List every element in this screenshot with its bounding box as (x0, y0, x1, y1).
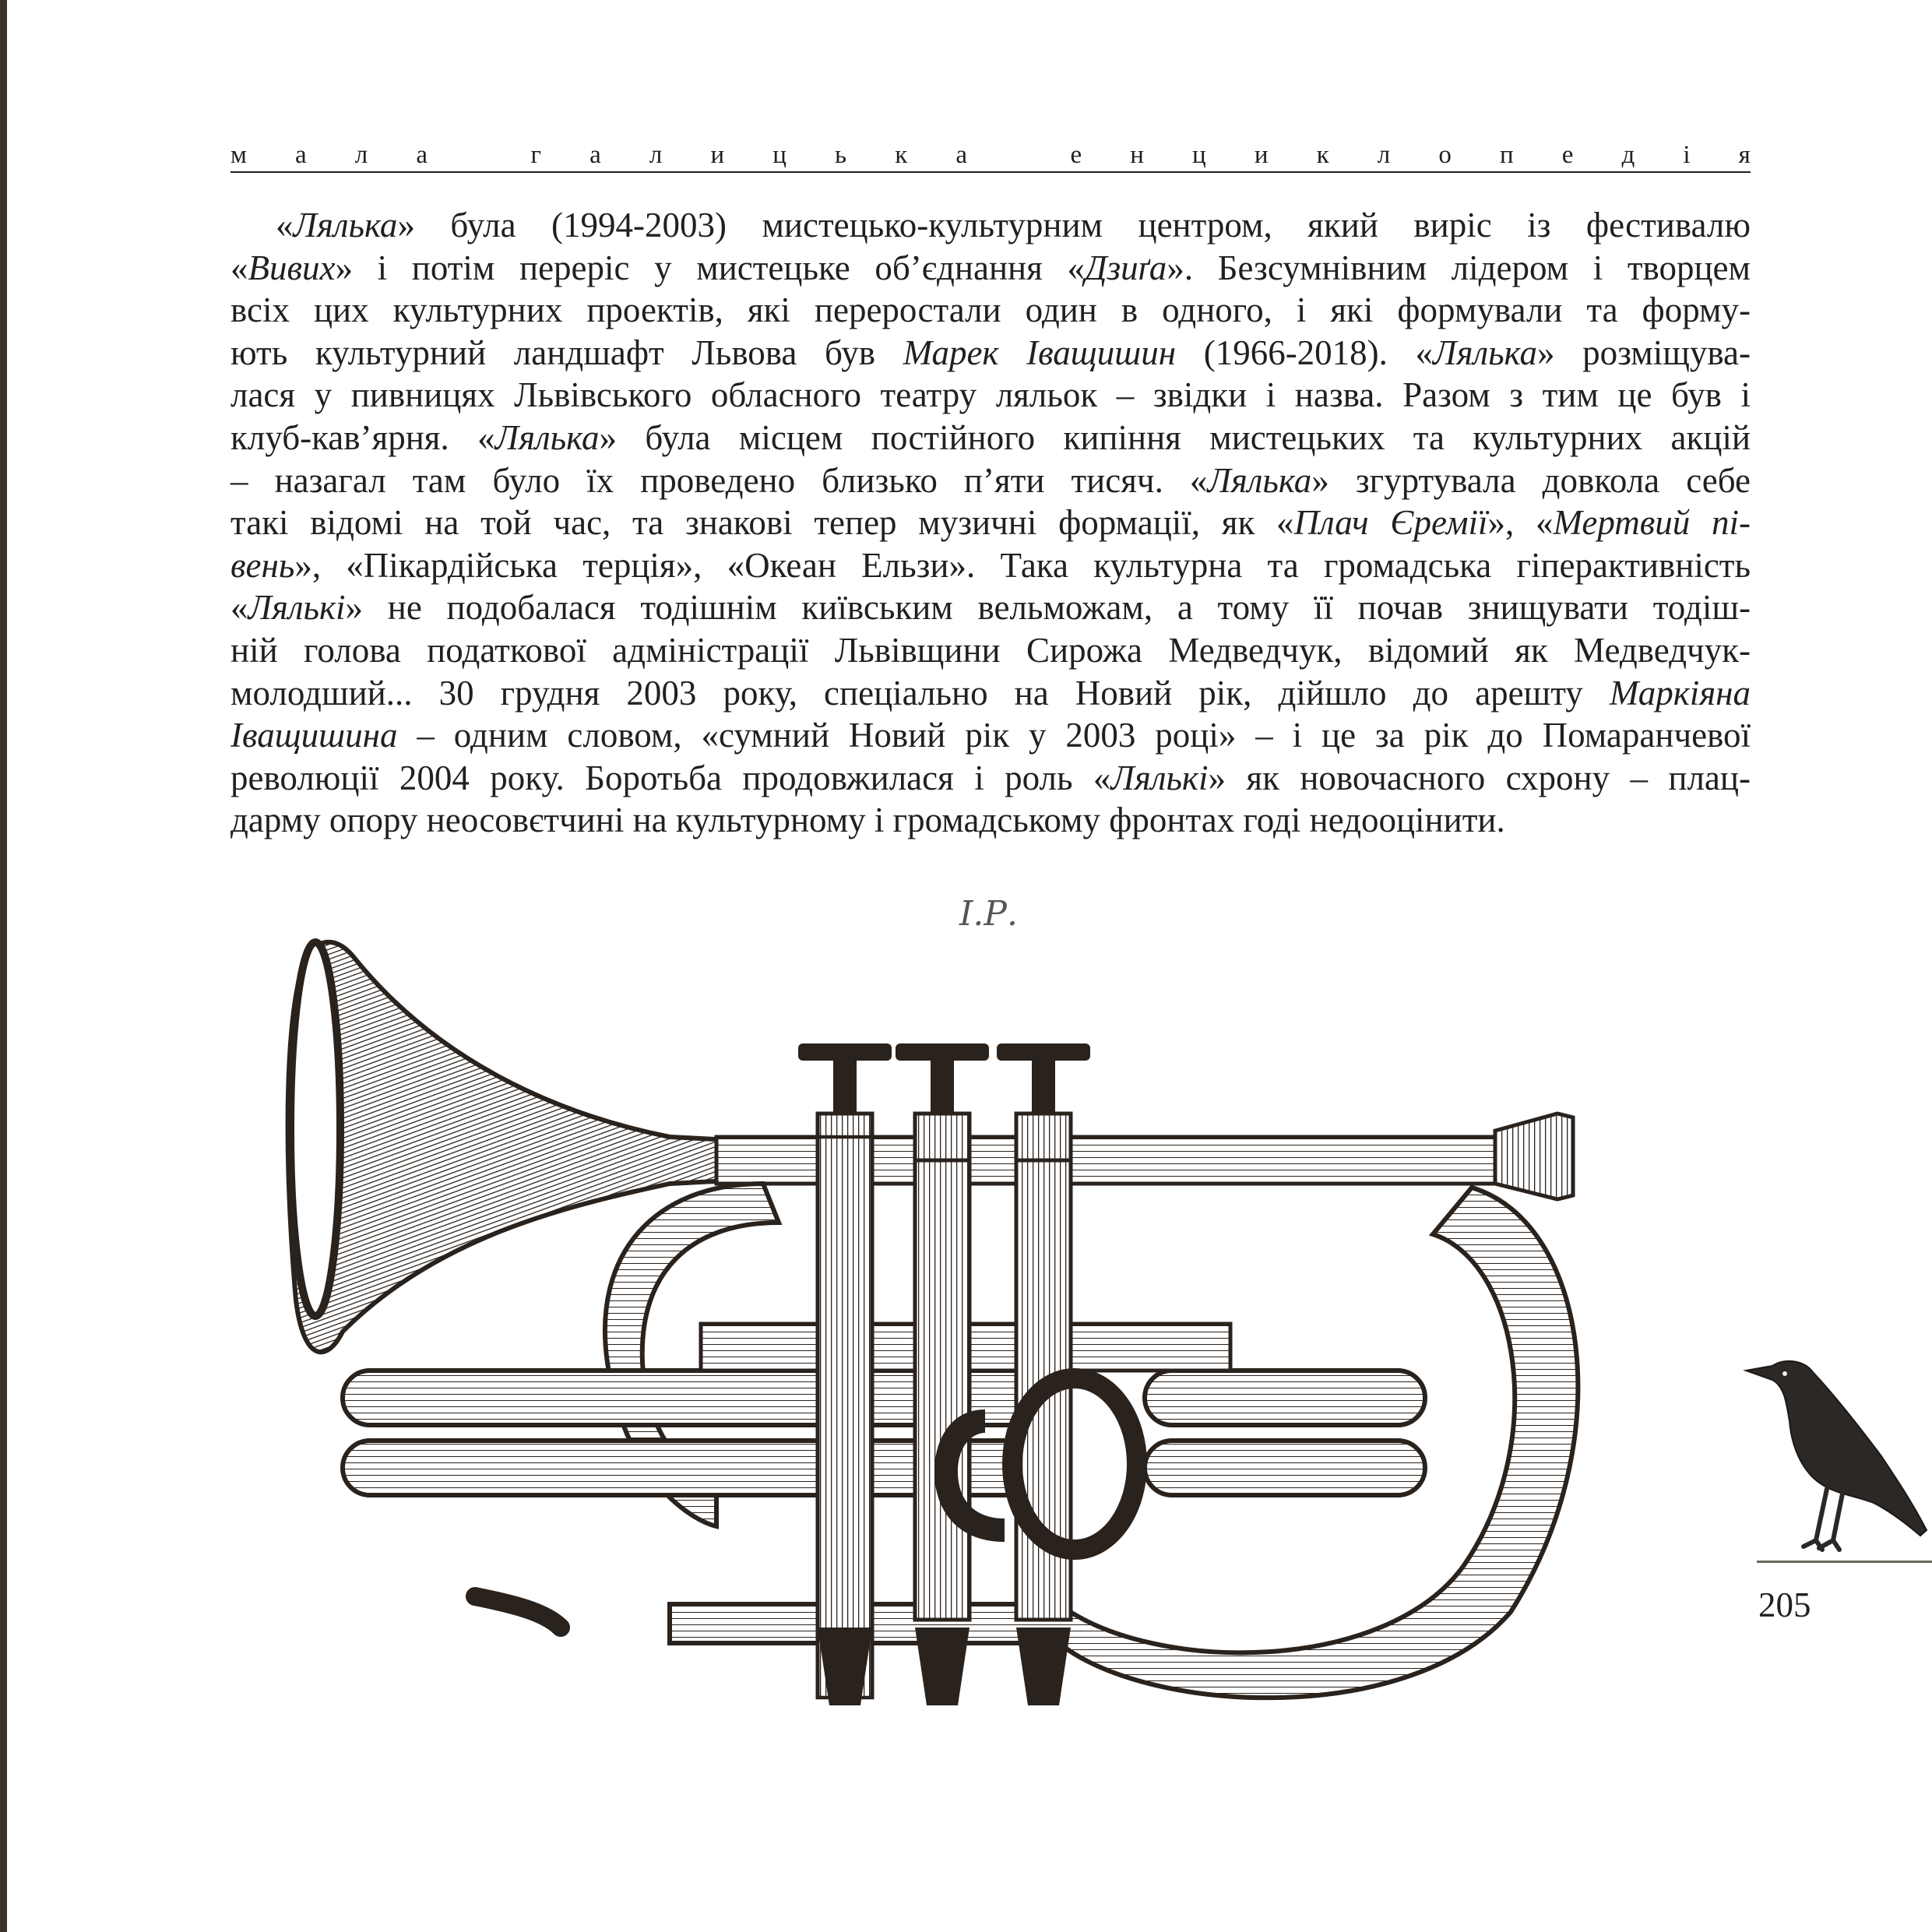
article-line (231, 586, 1751, 629)
text-run: » згуртувала довкола себе (1311, 460, 1751, 500)
italic-name: Дзиґа (1084, 248, 1167, 287)
text-run: » розміщува- (1536, 333, 1751, 372)
running-header-letter: м (231, 141, 247, 169)
article-line (231, 757, 1751, 800)
text-run: лася у пивницях Львівського обласного театру ляльок – звідки і назва. Разом з тим це був і (231, 375, 1751, 415)
italic-name: Вивих (248, 248, 336, 287)
italic-name: Іващишина (231, 716, 398, 755)
book-spine-edge (0, 0, 7, 1932)
running-header-letter: е (1561, 141, 1574, 169)
running-header-letter: л (649, 141, 663, 169)
running-header-letter: и (710, 141, 725, 169)
running-header-letter: н (1130, 141, 1144, 169)
running-header-letter: а (589, 141, 601, 169)
article-line (231, 714, 1751, 757)
running-header-letter: і (1683, 141, 1691, 169)
text-run: » як новочасного схрону – плац- (1208, 758, 1751, 797)
italic-name: Лялькі (1110, 758, 1209, 797)
article-line (231, 374, 1751, 417)
running-header-letter: л (354, 141, 368, 169)
running-header-letter: ц (1192, 141, 1206, 169)
running-header (231, 131, 1751, 170)
text-run: – назагал там було їх проведено близько п’яти тисяч. « (231, 460, 1208, 500)
text-run: « (231, 588, 248, 628)
text-run: » і потім переріс у мистецьке об’єднання « (335, 248, 1085, 287)
running-header-letter: г (530, 141, 542, 169)
article-line (231, 629, 1751, 672)
article-line (231, 417, 1751, 459)
article-line (231, 672, 1751, 715)
running-header-letter: а (295, 141, 307, 169)
text-run: – одним словом, «сумний Новий рік у 2003 році» – і це за рік до Помаранчевої (397, 716, 1751, 755)
italic-name: Плач Єремії (1293, 503, 1488, 543)
text-run: « (231, 248, 248, 287)
text-run: такі відомі на той час, та знакові тепер музичні формації, як « (231, 503, 1294, 543)
text-run: « (276, 206, 294, 245)
running-header-letter: я (1738, 141, 1751, 169)
cornet-illustration (280, 927, 1698, 1783)
italic-name: Лялька (494, 417, 600, 457)
italic-name: Мертвий пі- (1553, 503, 1751, 543)
italic-name: вень (231, 545, 295, 585)
cornet-slide-right-lower (1145, 1441, 1425, 1495)
crow-ground-line (1757, 1561, 1932, 1563)
text-run: ють культурний ландшафт Львова був (231, 333, 903, 372)
text-run: революції 2004 року. Боротьба продовжилася і роль « (231, 758, 1111, 797)
article-line (231, 289, 1751, 332)
article-line (231, 799, 1751, 842)
running-header-letter: к (895, 141, 908, 169)
article-line (231, 459, 1751, 502)
text-run: ній голова податкової адміністрації Львівщини Сирожа Медведчук, відомий як Медведчук- (231, 630, 1751, 670)
running-header-letter: а (416, 141, 428, 169)
running-header-letter: л (1377, 141, 1391, 169)
italic-name: Маркіяна (1609, 673, 1751, 713)
running-header-letter: о (1438, 141, 1452, 169)
text-run: » була (1994-2003) мистецько-культурним центром, який виріс із фестивалю (397, 206, 1751, 245)
text-run: клуб-кав’ярня. « (231, 417, 495, 457)
running-header-letter (476, 141, 482, 170)
text-run: » була місцем постійного кипіння мистецьких та культурних акцій (599, 417, 1751, 457)
article-line (231, 204, 1751, 247)
header-rule (231, 171, 1751, 173)
running-header-letter: е (1070, 141, 1082, 169)
crow-illustration (1741, 1355, 1932, 1565)
text-run: ». Безсумнівним лідером і творцем (1167, 248, 1751, 287)
cornet-slide-right (1145, 1371, 1425, 1425)
italic-name: Лялька (1207, 460, 1312, 500)
text-run: всіх цих культурних проектів, які переростали один в одного, і які формували та форму- (231, 290, 1751, 330)
italic-name: Марек Іващишин (903, 333, 1177, 372)
author-signature: І.Р. (959, 894, 1018, 934)
article-line (231, 501, 1751, 544)
article-text (231, 204, 1751, 842)
running-header-letter: д (1621, 141, 1635, 169)
running-header-letter: ц (772, 141, 787, 169)
article-line (231, 544, 1751, 587)
text-run: », « (1487, 503, 1554, 543)
running-header-letter: а (955, 141, 968, 169)
text-run: молодший... 30 грудня 2003 року, спеціально на Новий рік, дійшло до арешту (231, 673, 1610, 713)
page-number: 205 (1758, 1585, 1811, 1624)
cornet-mouthpiece (1495, 1114, 1573, 1199)
italic-name: Лялька (1433, 333, 1537, 372)
italic-name: Лялька (293, 206, 398, 245)
running-header-letter: к (1316, 141, 1329, 169)
text-run: » не подобалася тодішнім київським вельможам, а тому її почав знищувати тодіш- (345, 588, 1751, 628)
italic-name: Лялькі (248, 588, 346, 628)
text-run: », «Пікардійська терція», «Океан Ельзи». Така культурна та громадська гіперактивність (294, 545, 1751, 585)
article-line (231, 247, 1751, 290)
text-run: дарму опору неосовєтчині на культурному і громадському фронтах годі недооцінити. (231, 801, 1505, 840)
article-line (231, 332, 1751, 375)
text-run: (1966-2018). « (1176, 333, 1434, 372)
running-header-letter (1015, 141, 1022, 170)
running-header-letter: п (1499, 141, 1514, 169)
running-header-letter: ь (835, 141, 847, 169)
running-header-letter: и (1254, 141, 1269, 169)
